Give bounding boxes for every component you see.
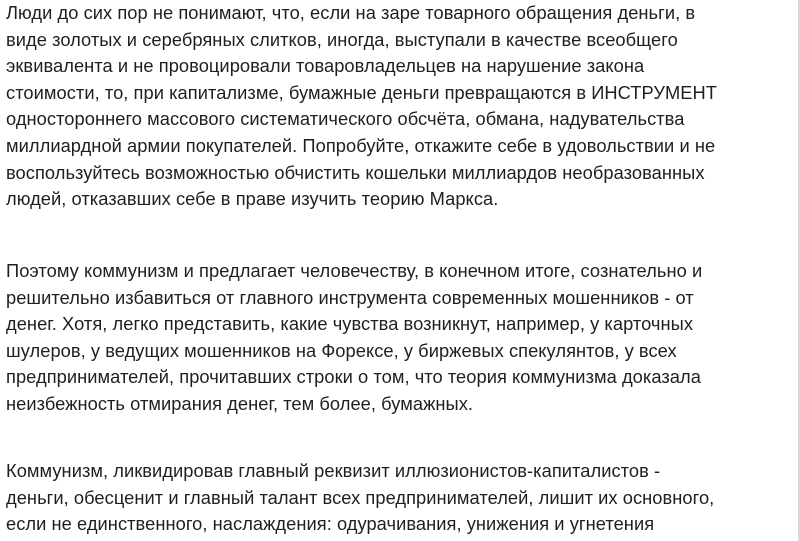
text-line: эквивалента и не провоцировали товаровладельцев на нарушение закона: [6, 55, 645, 77]
text-line: стоимости, то, при капитализме, бумажные деньги превращаются в ИНСТРУМЕНТ: [6, 81, 718, 103]
text-line: неизбежность отмирания денег, тем более, бумажных.: [6, 392, 474, 414]
paragraph-money-as-instrument: [6, 0, 717, 213]
text-line: предпринимателей, прочитавших строки о том, что теория коммунизма доказала: [6, 366, 701, 388]
text-line: воспользуйтесь возможностью обчистить кошельки миллиардов необразованных: [6, 161, 705, 183]
text-line: если не единственного, наслаждения: одурачивания, унижения и угнетения: [6, 513, 655, 535]
text-line: миллиардной армии покупателей. Попробуйте, откажите себе в удовольствии и не: [6, 134, 716, 156]
text-line: денег. Хотя, легко представить, какие чувства возникнут, например, у карточных: [6, 313, 694, 335]
text-line: Поэтому коммунизм и предлагает человечеству, в конечном итоге, сознательно и: [6, 260, 703, 281]
text-line: одностороннего массового систематического обсчёта, обмана, надувательства: [6, 108, 685, 130]
text-line: шулеров, у ведущих мошенников на Форексе, у биржевых спекулянтов, у всех: [6, 339, 677, 361]
text-line: решительно избавиться от главного инструмента современных мошенников - от: [6, 286, 694, 308]
paragraph-communism-outcome: [6, 458, 714, 538]
text-line: Люди до сих пор не понимают, что, если на заре товарного обращения деньги, в: [6, 2, 696, 23]
text-line: деньги, обесценит и главный талант всех предпринимателей, лишит их основного,: [6, 486, 715, 508]
text-line: виде золотых и серебряных слитков, иногда, выступали в качестве всеобщего: [6, 28, 678, 50]
text-line: людей, отказавших себе в праве изучить теорию Маркса.: [6, 188, 499, 210]
text-line: Коммунизм, ликвидировав главный реквизит иллюзионистов-капиталистов -: [6, 460, 661, 481]
paragraph-communism-proposal: [6, 258, 702, 418]
